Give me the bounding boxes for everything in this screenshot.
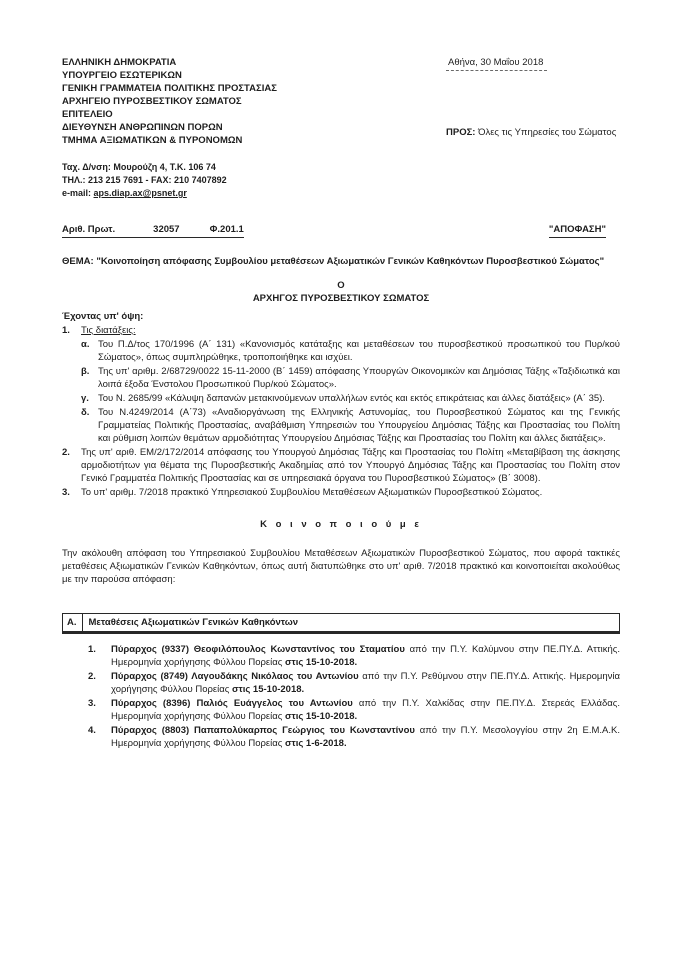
protocol-label: Αριθ. Πρωτ.: [62, 224, 116, 235]
email-link[interactable]: aps.diap.ax@psnet.gr: [93, 188, 187, 198]
transfer-item-2: [88, 670, 620, 696]
agency-line-hr-directorate: ΔΙΕΥΘΥΝΣΗ ΑΝΘΡΩΠΙΝΩΝ ΠΟΡΩΝ: [62, 122, 223, 133]
transfer-1-movement: από την Π.Υ. Καλύμνου στην ΠΕ.ΠΥ.Δ. Αττικής. Ημερομηνία χορήγησης Φύλλου Πορείας: [111, 644, 621, 668]
provision-b-text: Της υπ' αριθμ. 2/68729/0022 15-11-2000 (Β΄ 1459) απόφασης Υπουργών Οικονομικών και Δημόσιας Τάξης «Ταξιδιωτικά και λοιπά έξοδα Ένστολου Προσωπικού Πυρ/κού Σώματος».: [98, 366, 620, 390]
provision-b-marker: β.: [81, 366, 90, 377]
transfer-1-number: 1.: [88, 644, 96, 655]
subject-text: "Κοινοποίηση απόφασης Συμβουλίου μεταθέσεων Αξιωματικών Γενικών Καθηκόντων Πυροσβεστικού Σώματος": [96, 256, 605, 267]
transfer-2-date: στις 15-10-2018.: [231, 684, 305, 695]
consideration-item-1: [62, 324, 620, 337]
transfer-4-text: [111, 724, 620, 750]
transfer-4-date: στις 1-6-2018.: [284, 738, 347, 749]
transfer-1-text: [111, 643, 620, 669]
section-a-header: [62, 613, 620, 634]
issuer-heading: [62, 279, 620, 305]
contact-address: Ταχ. Δ/νση: Μουρούζη 4, Τ.Κ. 106 74: [62, 162, 216, 172]
consideration-3-text: Το υπ' αριθμ. 7/2018 πρακτικό Υπηρεσιακού Συμβουλίου Μεταθέσεων Αξιωματικών Πυροσβεστικού Σώματος.: [81, 487, 543, 498]
consideration-2-text: Της υπ' αριθ. ΕΜ/2/172/2014 απόφασης του Υπουργού Δημόσιας Τάξης και Προστασίας του Πολίτη «Μεταβίβαση της άσκησης αρμοδιοτήτων για θέματα της Πυροσβεστικής Ακαδημίας από τον Υπουργό Δημόσιας Τάξης και Προστασίας του Πολίτη στον Γενικό Γραμματέα Πολιτικής Προστασίας και σε υπηρεσιακά όργανα του Πυροσβεστικού Σώματος» (Β΄ 3008).: [81, 447, 620, 484]
transfer-3-date: στις 15-10-2018.: [284, 711, 358, 722]
transfer-item-3: [88, 697, 620, 723]
issuer-article: Ο: [337, 280, 345, 291]
section-a-title: Μεταθέσεις Αξιωματικών Γενικών Καθηκόντων: [88, 617, 299, 628]
recipient-value: Όλες τις Υπηρεσίες του Σώματος: [478, 127, 617, 138]
document-header: [62, 56, 620, 200]
decision-body-paragraph: Την ακόλουθη απόφαση του Υπηρεσιακού Συμβουλίου Μεταθέσεων Αξιωματικών Πυροσβεστικού Σώματος, που αφορά τακτικές μεταθέσεις Αξιωματικών Γενικών Καθηκόντων, όπως αυτή διατυπώθηκε στο υπ' αριθ. 7/2018 πρακτικό και κοινοποιείται ακολούθως με την παρούσα απόφαση:: [62, 548, 620, 585]
provision-c-marker: γ.: [81, 393, 89, 404]
transfer-2-officer: Πύραρχος (8749) Λαγουδάκης Νικόλαος του Αντωνίου: [111, 671, 359, 682]
transfer-3-number: 3.: [88, 698, 96, 709]
decision-heading: "ΑΠΟΦΑΣΗ": [549, 223, 606, 238]
protocol-line: [62, 223, 244, 238]
transfer-3-text: [111, 697, 620, 723]
provision-item-b: [81, 365, 620, 391]
transfer-3-officer: Πύραρχος (8396) Παλιός Ευάγγελος του Αντωνίου: [111, 698, 353, 709]
document-date: Αθήνα, 30 Μαΐου 2018: [446, 56, 547, 71]
agency-line-secretariat: ΓΕΝΙΚΗ ΓΡΑΜΜΑΤΕΙΑ ΠΟΛΙΤΙΚΗΣ ΠΡΟΣΤΑΣΙΑΣ: [62, 83, 277, 94]
agency-line-fire-hq: ΑΡΧΗΓΕΙΟ ΠΥΡΟΣΒΕΣΤΙΚΟΥ ΣΩΜΑΤΟΣ: [62, 96, 242, 107]
recipient-label: ΠΡΟΣ:: [446, 127, 476, 138]
consideration-2-marker: 2.: [62, 447, 70, 458]
consideration-3-marker: 3.: [62, 487, 70, 498]
provision-item-a: [81, 338, 620, 364]
transfer-2-movement: από την Π.Υ. Ρεθύμνου στην ΠΕ.ΠΥ.Δ. Αττικής. Ημερομηνία χορήγησης Φύλλου Πορείας: [111, 671, 620, 695]
consideration-item-2: [62, 446, 620, 485]
transfer-1-date: στις 15-10-2018.: [284, 657, 358, 668]
protocol-file-code: Φ.201.1: [209, 224, 244, 235]
contact-email-line: [62, 187, 394, 200]
having-regard-line: Έχοντας υπ' όψη:: [62, 311, 144, 322]
recipient-line: [446, 126, 620, 139]
issuing-authority-block: [62, 56, 394, 200]
transfer-4-number: 4.: [88, 725, 96, 736]
provision-item-d: [81, 406, 620, 445]
provision-a-text: Του Π.Δ/τος 170/1996 (Α΄ 131) «Κανονισμός κατάταξης και μεταθέσεων του πυροσβεστικού προσωπικού του Πυρ/κού Σώματος», όπως συμπληρώθηκε, τροποποιήθηκε και ισχύει.: [98, 339, 620, 363]
transfer-3-movement: από την Π.Υ. Χαλκίδας στην ΠΕ.ΠΥ.Δ. Στερεάς Ελλάδας. Ημερομηνία χορήγησης Φύλλου Πορείας: [111, 698, 621, 722]
provision-d-text: Του Ν.4249/2014 (Α΄73) «Αναδιοργάνωση της Ελληνικής Αστυνομίας, του Πυροσβεστικού Σώματος και της Γενικής Γραμματείας Πολιτικής Προστασίας, αναβάθμιση Υπηρεσιών του Υπουργείου Δημόσιας Τάξης και Προστασίας του Πολίτη και ρύθμιση λοιπών θεμάτων αρμοδιότητας Υπουργείου Δημόσιας Τάξης και Προστασίας του Πολίτη και άλλες διατάξεις».: [98, 407, 620, 444]
consideration-1-label: Τις διατάξεις:: [81, 325, 136, 336]
protocol-number: 32057: [153, 224, 180, 235]
agency-line-ministry: ΥΠΟΥΡΓΕΙΟ ΕΣΩΤΕΡΙΚΩΝ: [62, 70, 182, 81]
provision-c-text: Του Ν. 2685/99 «Κάλυψη δαπανών μετακινούμενων υπαλλήλων εντός και εκτός επικράτειας και άλλες διατάξεις» (Α΄ 35).: [98, 393, 605, 404]
header-right-block: [394, 56, 620, 200]
announce-heading: Κ ο ι ν ο π ο ι ο ύ μ ε: [260, 519, 422, 530]
provision-d-marker: δ.: [81, 407, 90, 418]
consideration-1-marker: 1.: [62, 325, 70, 336]
email-label: e-mail:: [62, 188, 92, 198]
provision-item-c: [81, 392, 620, 405]
agency-line-staff: ΕΠΙΤΕΛΕΙΟ: [62, 109, 113, 120]
provision-a-marker: α.: [81, 339, 90, 350]
transfer-1-officer: Πύραρχος (9337) Θεοφιλόπουλος Κωνσταντίνος του Σταματίου: [111, 644, 405, 655]
transfer-2-number: 2.: [88, 671, 96, 682]
agency-line-republic: ΕΛΛΗΝΙΚΗ ΔΗΜΟΚΡΑΤΙΑ: [62, 57, 177, 68]
transfer-item-4: [88, 724, 620, 750]
transfer-4-movement: από την Π.Υ. Μεσολογγίου στην 2η Ε.Μ.Α.Κ. Ημερομηνία χορήγησης Φύλλου Πορείας: [111, 725, 621, 749]
transfer-4-officer: Πύραρχος (8803) Παπαπολύκαρπος Γεώργιος του Κωνσταντίνου: [111, 725, 415, 736]
contact-phone-fax: ΤΗΛ.: 213 215 7691 - FAX: 210 7407892: [62, 175, 227, 185]
transfer-list: [88, 643, 620, 750]
agency-line-officers-dept: ΤΜΗΜΑ ΑΞΙΩΜΑΤΙΚΩΝ & ΠΥΡΟΝΟΜΩΝ: [62, 135, 243, 146]
subject-label: ΘΕΜΑ:: [62, 256, 94, 267]
consideration-item-3: [62, 486, 620, 499]
contact-block: [62, 161, 394, 200]
issuer-title: ΑΡΧΗΓΟΣ ΠΥΡΟΣΒΕΣΤΙΚΟΥ ΣΩΜΑΤΟΣ: [252, 293, 430, 304]
transfer-2-text: [111, 670, 620, 696]
transfer-item-1: [88, 643, 620, 669]
protocol-row: [62, 223, 620, 238]
subject-line: [62, 255, 620, 268]
section-a-letter: Α.: [63, 614, 83, 631]
